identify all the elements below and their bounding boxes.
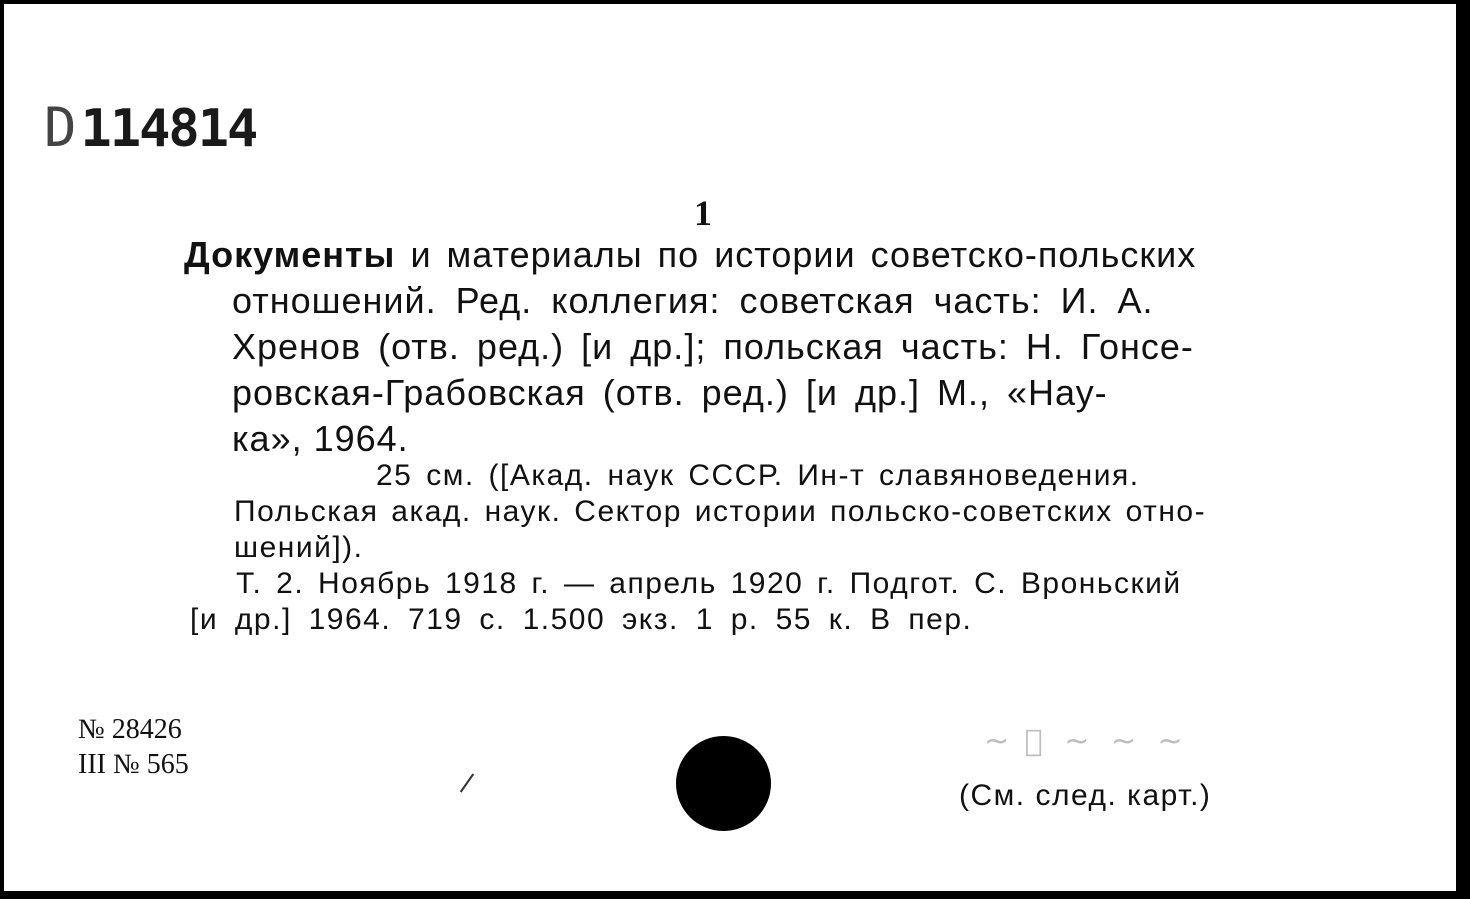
card-number: 1 [694, 193, 712, 233]
shelfmark-prefix: D [44, 96, 75, 159]
footer-number-1: № 28426 [78, 714, 182, 745]
series-line-3: шений]). [234, 531, 364, 564]
faded-pencil-scribble: ~ ﾞ ~ ~ ~ [984, 724, 1189, 759]
shelfmark-number: 114814 [80, 99, 257, 159]
volume-line-1: Т. 2. Ноябрь 1918 г. — апрель 1920 г. Подгот. С. Вроньский [236, 567, 1182, 600]
entry-line-1 [184, 234, 1196, 276]
volume-line-2: [и др.] 1964. 719 с. 1.500 экз. 1 р. 55 к. В пер. [190, 603, 973, 636]
shelfmark [44, 96, 256, 159]
punch-hole [676, 736, 771, 831]
entry-title-bold: Документы [184, 234, 396, 275]
pencil-mark [460, 773, 474, 792]
entry-line-3: Хренов (отв. ред.) [и др.]; польская часть: Н. Гонсе- [232, 326, 1194, 367]
entry-line-2: отношений. Ред. коллегия: советская часть: И. А. [232, 280, 1154, 321]
entry-line-4: ровская-Грабовская (отв. ред.) [и др.] М., «Нау- [232, 372, 1108, 413]
entry-line-5: ка», 1964. [232, 418, 409, 459]
continuation-note: (См. след. карт.) [959, 779, 1212, 812]
series-line-2: Польская акад. наук. Сектор истории польско-советских отно- [234, 495, 1207, 528]
footer-number-2: III № 565 [78, 749, 189, 780]
series-line-1: 25 см. ([Акад. наук СССР. Ин-т славяноведения. [376, 459, 1140, 492]
entry-line-1-rest: и материалы по истории советско-польских [410, 234, 1197, 275]
